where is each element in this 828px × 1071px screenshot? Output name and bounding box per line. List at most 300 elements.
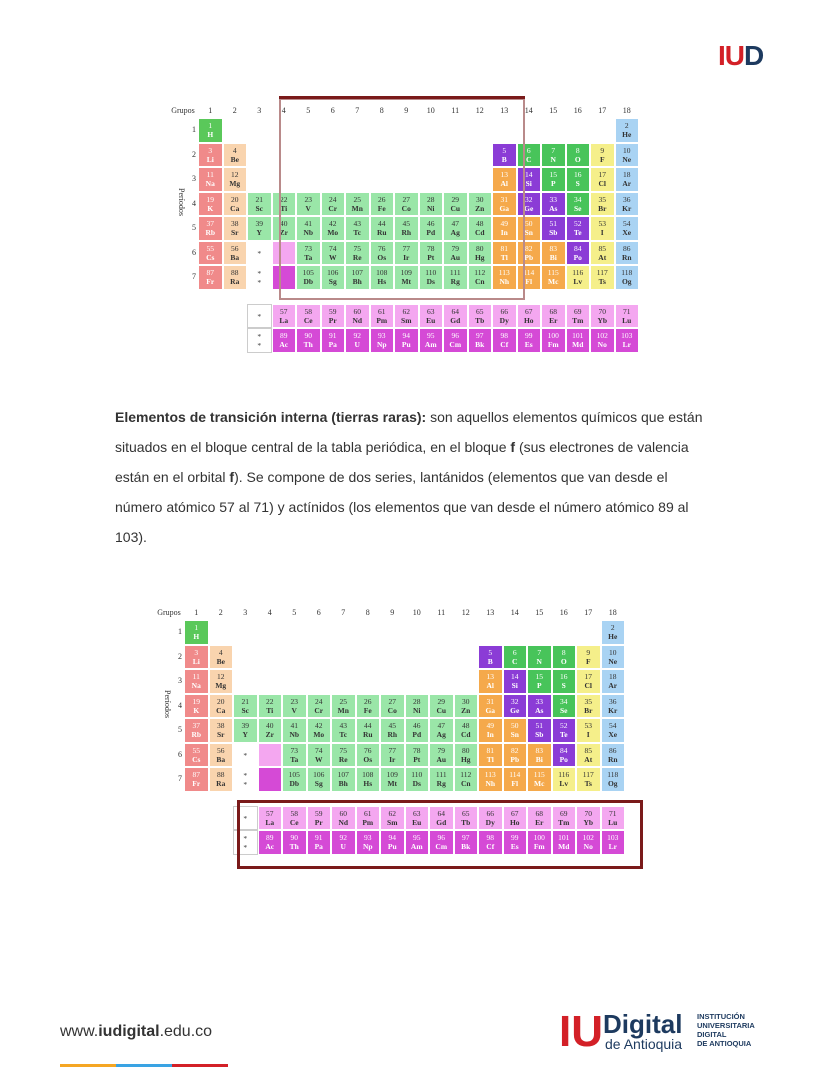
element-cell xyxy=(272,304,297,329)
element-cell xyxy=(223,216,248,241)
atomic-number: 26 xyxy=(378,194,386,204)
atomic-number: 16 xyxy=(574,170,582,179)
footer-url-bold: iudigital xyxy=(98,1023,160,1040)
atomic-number: 63 xyxy=(427,306,435,316)
element-cell xyxy=(576,669,601,694)
element-symbol: Tm xyxy=(558,817,570,827)
atomic-number: 85 xyxy=(584,745,592,755)
period-number: 5 xyxy=(178,725,182,734)
element-symbol: Ra xyxy=(216,779,226,788)
element-cell xyxy=(429,694,454,719)
group-number: 16 xyxy=(559,608,568,617)
atomic-number: 74 xyxy=(329,243,337,253)
atomic-number: 93 xyxy=(378,331,386,340)
atomic-number: 19 xyxy=(206,194,214,204)
atomic-number: 7 xyxy=(551,145,556,155)
group-number: 13 xyxy=(500,106,509,115)
element-symbol: Po xyxy=(559,754,568,764)
atomic-number: 21 xyxy=(255,194,263,204)
element-cell xyxy=(209,669,234,694)
group-number: 16 xyxy=(573,106,582,115)
element-symbol: Bh xyxy=(338,779,348,788)
element-symbol: Re xyxy=(338,754,348,764)
element-cell xyxy=(541,265,566,290)
element-symbol: Yb xyxy=(583,817,594,827)
element-symbol: Ni xyxy=(427,203,435,213)
atomic-number: 34 xyxy=(574,194,582,204)
element-symbol: Md xyxy=(558,842,570,851)
atomic-number: 83 xyxy=(535,745,543,755)
element-symbol: C xyxy=(512,656,518,666)
element-symbol: Rn xyxy=(621,252,632,262)
element-cell xyxy=(566,192,591,217)
atomic-number: 37 xyxy=(206,219,214,228)
atomic-number: 87 xyxy=(192,770,200,779)
atomic-number: 94 xyxy=(388,833,396,842)
element-symbol: Re xyxy=(352,252,362,262)
paragraph-text-1: son aquellos elementos químicos que están situados en el bloque central de la tabla periódica, en el bloque xyxy=(115,409,703,455)
element-symbol: Fl xyxy=(525,277,533,286)
element-cell xyxy=(601,718,626,743)
element-cell xyxy=(454,767,479,792)
atomic-number: 99 xyxy=(511,833,519,842)
element-symbol: O xyxy=(560,656,567,666)
atomic-number: 98 xyxy=(500,331,508,340)
atomic-number: 56 xyxy=(217,745,225,755)
explanation-paragraph xyxy=(115,402,715,552)
element-symbol: Ds xyxy=(412,779,421,788)
element-symbol: Pr xyxy=(314,817,323,827)
element-cell xyxy=(601,669,626,694)
element-symbol: Sc xyxy=(241,705,249,715)
group-number: 18 xyxy=(608,608,617,617)
atomic-number: 30 xyxy=(462,696,470,706)
element-symbol: K xyxy=(207,203,214,213)
atomic-number: 103 xyxy=(621,331,633,340)
atomic-number: 105 xyxy=(288,770,300,779)
element-cell xyxy=(590,216,615,241)
atomic-number: 113 xyxy=(498,268,510,277)
element-symbol: Ba xyxy=(230,252,240,262)
period-number: 7 xyxy=(192,272,196,281)
element-symbol: P xyxy=(536,681,542,690)
atomic-number: 53 xyxy=(598,219,606,228)
element-cell xyxy=(552,718,577,743)
atomic-number: 97 xyxy=(476,331,484,340)
element-symbol: Ar xyxy=(608,681,618,690)
atomic-number: 31 xyxy=(486,696,494,706)
element-symbol: Lr xyxy=(608,842,617,851)
atomic-number: 107 xyxy=(337,770,349,779)
series-mark: * * xyxy=(233,830,258,855)
footer-bar-red xyxy=(172,1064,228,1067)
element-symbol: Ru xyxy=(376,228,387,237)
atomic-number: 8 xyxy=(575,145,580,155)
atomic-number: 46 xyxy=(427,219,435,228)
atomic-number: 61 xyxy=(364,808,372,818)
element-cell xyxy=(370,328,395,353)
element-symbol: Co xyxy=(387,705,397,715)
element-cell xyxy=(541,143,566,168)
paragraph-title: Elementos de transición interna (tierras raras): xyxy=(115,409,427,425)
element-symbol: Tl xyxy=(486,754,494,764)
element-symbol: I xyxy=(600,228,604,237)
element-symbol: Am xyxy=(410,842,423,851)
atomic-number: 99 xyxy=(525,331,533,340)
atomic-number: 45 xyxy=(402,219,410,228)
element-symbol: Se xyxy=(574,203,582,213)
element-symbol: Pd xyxy=(412,730,422,739)
atomic-number: 118 xyxy=(621,268,633,277)
element-symbol: W xyxy=(315,754,323,764)
element-symbol: Cs xyxy=(206,252,215,262)
footer-institution-text xyxy=(697,1012,777,1048)
atomic-number: 101 xyxy=(572,331,584,340)
element-symbol: Zr xyxy=(279,228,288,237)
element-symbol: Fr xyxy=(206,277,215,286)
element-symbol: Tl xyxy=(500,252,508,262)
element-symbol: K xyxy=(193,705,200,715)
element-symbol: Ir xyxy=(403,252,410,262)
element-symbol: Xe xyxy=(622,228,632,237)
element-cell xyxy=(468,328,493,353)
atomic-number: 49 xyxy=(486,721,494,730)
atomic-number: 43 xyxy=(353,219,361,228)
atomic-number: 43 xyxy=(339,721,347,730)
atomic-number: 62 xyxy=(402,306,410,316)
atomic-number: 70 xyxy=(584,808,592,818)
element-cell xyxy=(184,620,209,645)
atomic-number: 115 xyxy=(533,770,545,779)
element-cell xyxy=(590,241,615,266)
element-symbol: Mg xyxy=(215,681,227,690)
element-symbol: N xyxy=(536,656,542,666)
element-cell xyxy=(615,143,640,168)
element-symbol: No xyxy=(597,340,607,349)
atomic-number: 75 xyxy=(353,243,361,253)
atomic-number: 26 xyxy=(364,696,372,706)
element-symbol: Mo xyxy=(313,730,325,739)
element-cell xyxy=(576,645,601,670)
element-symbol: Pu xyxy=(387,842,397,851)
element-symbol: Mg xyxy=(229,179,241,188)
atomic-number: 10 xyxy=(609,647,617,657)
group-number: 3 xyxy=(257,106,262,115)
footer-url-post: .edu.co xyxy=(159,1023,213,1040)
element-symbol: S xyxy=(575,179,580,188)
element-cell xyxy=(198,118,223,143)
atomic-number: 44 xyxy=(364,721,372,730)
group-number: 10 xyxy=(412,608,421,617)
atomic-number: 1 xyxy=(194,623,199,632)
element-symbol: V xyxy=(291,705,297,715)
element-symbol: Si xyxy=(525,179,532,188)
atomic-number: 4 xyxy=(232,145,237,155)
group-number: 17 xyxy=(598,106,607,115)
element-cell xyxy=(566,304,591,329)
element-symbol: Es xyxy=(524,340,533,349)
periods-label: Períodos xyxy=(177,188,186,216)
element-symbol: Y xyxy=(256,228,262,237)
atomic-number: 10 xyxy=(623,145,631,155)
atomic-number: 79 xyxy=(451,243,459,253)
element-symbol: Sm xyxy=(401,315,412,325)
element-symbol: As xyxy=(549,203,558,213)
atomic-number: 114 xyxy=(523,268,535,277)
element-symbol: Au xyxy=(450,252,461,262)
element-cell xyxy=(443,304,468,329)
atomic-number: 39 xyxy=(255,219,263,228)
atomic-number: 5 xyxy=(502,145,507,155)
element-symbol: Mc xyxy=(534,779,545,788)
element-symbol: Sn xyxy=(510,730,519,739)
element-symbol: Bh xyxy=(352,277,362,286)
element-symbol: Sb xyxy=(549,228,558,237)
element-symbol: Ir xyxy=(389,754,396,764)
footer-url[interactable] xyxy=(60,1023,212,1041)
element-symbol: Cf xyxy=(500,340,509,349)
atomic-number: 98 xyxy=(486,833,494,842)
atomic-number: 84 xyxy=(560,745,568,755)
element-cell xyxy=(184,694,209,719)
inst-line-2: UNIVERSITARIA xyxy=(697,1021,755,1030)
element-symbol: Og xyxy=(621,277,632,286)
atomic-number: 57 xyxy=(266,808,274,818)
atomic-number: 9 xyxy=(586,647,591,657)
element-cell xyxy=(552,743,577,768)
element-symbol: Os xyxy=(363,754,373,764)
element-symbol: Pa xyxy=(314,842,323,851)
element-cell xyxy=(615,241,640,266)
atomic-number: 67 xyxy=(525,306,533,316)
element-symbol: Pr xyxy=(328,315,337,325)
element-cell xyxy=(429,767,454,792)
atomic-number: 29 xyxy=(451,194,459,204)
atomic-number: 40 xyxy=(266,721,274,730)
header-logo xyxy=(718,40,763,72)
atomic-number: 117 xyxy=(582,770,594,779)
groups-label: Grupos xyxy=(171,106,195,115)
element-symbol: Cu xyxy=(436,705,447,715)
atomic-number: 41 xyxy=(304,219,312,228)
element-cell xyxy=(590,192,615,217)
element-symbol: Pm xyxy=(362,817,374,827)
periods-label: Períodos xyxy=(163,690,172,718)
element-symbol: Se xyxy=(560,705,568,715)
atomic-number: 102 xyxy=(596,331,608,340)
element-cell xyxy=(615,118,640,143)
element-cell xyxy=(394,328,419,353)
element-symbol: Kr xyxy=(608,705,618,715)
atomic-number: 78 xyxy=(413,745,421,755)
group-number: 6 xyxy=(330,106,335,115)
element-symbol: Ts xyxy=(584,779,592,788)
atomic-number: 108 xyxy=(362,770,374,779)
element-symbol: Mo xyxy=(327,228,339,237)
element-symbol: Ne xyxy=(608,656,618,666)
atomic-number: 25 xyxy=(339,696,347,706)
element-cell xyxy=(576,694,601,719)
atomic-number: 7 xyxy=(537,647,542,657)
atomic-number: 51 xyxy=(535,721,543,730)
element-cell xyxy=(590,143,615,168)
element-cell xyxy=(552,694,577,719)
element-symbol: Cl xyxy=(584,681,592,690)
atomic-number: 46 xyxy=(413,721,421,730)
atomic-number: 107 xyxy=(351,268,363,277)
element-cell xyxy=(576,767,601,792)
atomic-number: 110 xyxy=(411,770,423,779)
element-symbol: Cl xyxy=(598,179,606,188)
element-symbol: La xyxy=(279,315,289,325)
element-symbol: Zr xyxy=(265,730,274,739)
atomic-number: 23 xyxy=(290,696,298,706)
group-number: 13 xyxy=(486,608,495,617)
element-symbol: Lu xyxy=(622,315,632,325)
element-cell xyxy=(258,694,283,719)
atomic-number: 36 xyxy=(609,696,617,706)
atomic-number: 62 xyxy=(388,808,396,818)
atomic-number: 77 xyxy=(388,745,396,755)
element-symbol: Ho xyxy=(523,315,534,325)
element-cell xyxy=(454,694,479,719)
atomic-number: 51 xyxy=(549,219,557,228)
element-symbol: Pb xyxy=(510,754,520,764)
atomic-number: 67 xyxy=(511,808,519,818)
element-symbol: N xyxy=(550,154,556,164)
element-symbol: Al xyxy=(500,179,508,188)
atomic-number: 30 xyxy=(476,194,484,204)
atomic-number: 38 xyxy=(231,219,239,228)
element-symbol: Nd xyxy=(338,817,349,827)
element-symbol: Br xyxy=(584,705,593,715)
period-number: 3 xyxy=(178,676,182,685)
atomic-number: 54 xyxy=(609,721,617,730)
atomic-number: 24 xyxy=(329,194,337,204)
element-cell xyxy=(552,669,577,694)
element-symbol: Ca xyxy=(230,203,240,213)
atomic-number: 17 xyxy=(598,170,606,179)
element-cell xyxy=(198,265,223,290)
element-symbol: Ag xyxy=(450,228,460,237)
atomic-number: 29 xyxy=(437,696,445,706)
atomic-number: 8 xyxy=(561,647,566,657)
atomic-number: 35 xyxy=(598,194,606,204)
element-symbol: In xyxy=(500,228,508,237)
element-symbol: Dy xyxy=(485,817,495,827)
atomic-number: 13 xyxy=(500,170,508,179)
atomic-number: 59 xyxy=(329,306,337,316)
atomic-number: 15 xyxy=(535,672,543,681)
element-cell xyxy=(590,167,615,192)
element-symbol: U xyxy=(340,842,346,851)
atomic-number: 33 xyxy=(549,194,557,204)
atomic-number: 92 xyxy=(353,331,361,340)
element-symbol: Cn xyxy=(460,779,471,788)
element-symbol: Ti xyxy=(280,203,288,213)
element-symbol: Nh xyxy=(499,277,510,286)
group-number: 1 xyxy=(194,608,199,617)
element-symbol: Ni xyxy=(413,705,421,715)
atomic-number: 21 xyxy=(241,696,249,706)
group-number: 2 xyxy=(218,608,223,617)
atomic-number: 117 xyxy=(596,268,608,277)
element-cell xyxy=(405,718,430,743)
element-symbol: B xyxy=(487,656,493,666)
atomic-number: 44 xyxy=(378,219,386,228)
atomic-number: 80 xyxy=(476,243,484,253)
element-cell xyxy=(552,767,577,792)
element-symbol: Mn xyxy=(337,705,349,715)
element-symbol: Ar xyxy=(622,179,632,188)
element-symbol: Er xyxy=(535,817,544,827)
element-symbol: Zn xyxy=(475,203,485,213)
element-cell xyxy=(527,767,552,792)
atomic-number: 94 xyxy=(402,331,410,340)
element-cell xyxy=(184,645,209,670)
element-cell xyxy=(566,143,591,168)
element-symbol: Fm xyxy=(533,842,545,851)
atomic-number: 112 xyxy=(460,770,472,779)
element-cell xyxy=(331,743,356,768)
element-cell xyxy=(541,304,566,329)
element-symbol: Bk xyxy=(475,340,485,349)
element-symbol: Ge xyxy=(524,203,534,213)
atomic-number: 47 xyxy=(451,219,459,228)
element-symbol: Xe xyxy=(608,730,618,739)
atomic-number: 53 xyxy=(584,721,592,730)
element-cell xyxy=(566,328,591,353)
element-symbol: Mt xyxy=(401,277,412,286)
element-cell xyxy=(209,645,234,670)
element-symbol: Nd xyxy=(352,315,363,325)
element-symbol: Pb xyxy=(524,252,534,262)
atomic-number: 61 xyxy=(378,306,386,316)
element-symbol: Rb xyxy=(205,228,216,237)
series-mark: * * xyxy=(247,328,272,353)
element-cell xyxy=(331,694,356,719)
atomic-number: 33 xyxy=(535,696,543,706)
period-number: 1 xyxy=(192,125,196,134)
element-symbol: In xyxy=(486,730,494,739)
element-cell xyxy=(527,694,552,719)
element-symbol: Sb xyxy=(535,730,544,739)
element-symbol: Ra xyxy=(230,277,240,286)
element-cell xyxy=(321,328,346,353)
atomic-number: 19 xyxy=(192,696,200,706)
atomic-number: 111 xyxy=(449,268,461,277)
group-number: 8 xyxy=(379,106,384,115)
element-symbol: S xyxy=(561,681,566,690)
atomic-number: 40 xyxy=(280,219,288,228)
atomic-number: 20 xyxy=(231,194,239,204)
element-symbol: Ru xyxy=(362,730,373,739)
atomic-number: 60 xyxy=(339,808,347,818)
group-number: 8 xyxy=(365,608,370,617)
element-cell xyxy=(601,620,626,645)
element-symbol: W xyxy=(329,252,337,262)
atomic-number: 116 xyxy=(558,770,570,779)
element-symbol: Rh xyxy=(387,730,398,739)
atomic-number: 32 xyxy=(525,194,533,204)
element-cell xyxy=(429,718,454,743)
element-cell xyxy=(307,767,332,792)
element-cell xyxy=(380,718,405,743)
element-cell xyxy=(601,767,626,792)
atomic-number: 42 xyxy=(329,219,337,228)
element-symbol: Rn xyxy=(607,754,618,764)
element-symbol: Si xyxy=(511,681,518,690)
